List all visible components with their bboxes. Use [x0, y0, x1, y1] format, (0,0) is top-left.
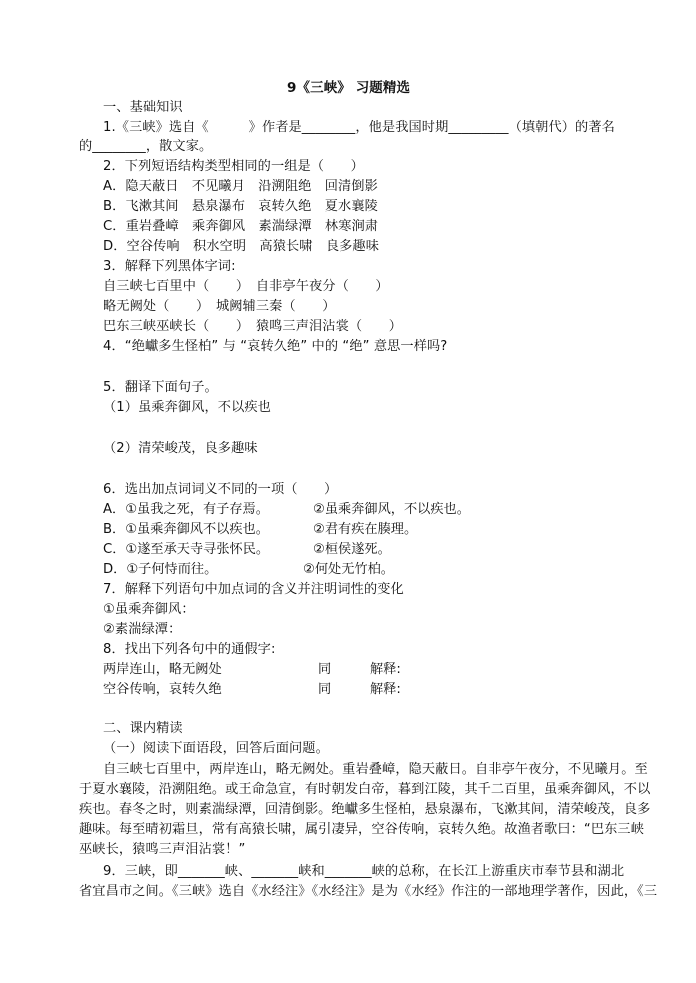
- q6-option-a-right: ②虽乘奔御风，不以疾也。: [313, 502, 470, 517]
- passage-line-5: 巫峡长，猿鸣三声泪沾裳！”: [79, 842, 246, 857]
- q6-option-a-left: A．①虽我之死，有子存焉。: [103, 502, 269, 517]
- q5-item1: （1）虽乘奔御风，不以疾也: [103, 400, 271, 415]
- page-title: 9《三峡》 习题精选: [287, 80, 411, 96]
- q6-option-b-right: ②君有疾在腠理。: [313, 522, 418, 537]
- passage-line-2: 于夏水襄陵，沿溯阻绝。或王命急宣，有时朝发白帝，暮到江陵，其千二百里，虽乘奔御风，不以: [79, 782, 651, 797]
- section1-heading: 一、基础知识: [103, 100, 183, 115]
- q3-question: 3．解释下列黑体字词:: [103, 259, 236, 274]
- q8-row2-text: 空谷传响，哀转久绝: [103, 682, 222, 697]
- q9-line1: 9．三峡，即_______峡、_______峡和_______峡的总称，在长江上游重庆市奉节县和湖北: [103, 864, 625, 879]
- q8-row1-jieshi: 解释:: [370, 662, 401, 677]
- q6-option-d-right: ②何处无竹柏。: [303, 562, 394, 577]
- q8-row1-tong: 同: [318, 662, 332, 677]
- passage-line-4: 趣味。每至晴初霜旦，常有高猿长啸，属引凄异，空谷传响，哀转久绝。故渔者歌曰：“巴东三峡: [79, 822, 645, 837]
- q1-line2: 的________，散文家。: [79, 139, 213, 154]
- q6-question: 6．选出加点词词义不同的一项（ ）: [103, 482, 338, 497]
- q3-row3: 巴东三峡巫峡长（ ） 猿鸣三声泪沾裳（ ）: [103, 319, 403, 334]
- q6-option-b-left: B．①虽乘奔御风不以疾也。: [103, 522, 269, 537]
- q7-item2: ②素湍绿潭：: [103, 622, 182, 637]
- q5-question: 5．翻译下面句子。: [103, 380, 218, 395]
- q6-option-c-left: C．①遂至承天寺寻张怀民。: [103, 542, 270, 557]
- q8-row2-jieshi: 解释:: [370, 682, 401, 697]
- q2-option-d: D．空谷传响 积水空明 高猿长啸 良多趣味: [103, 239, 380, 254]
- q8-question: 8．找出下列各句中的通假字:: [103, 642, 276, 657]
- q8-row1-text: 两岸连山，略无阙处: [103, 662, 222, 677]
- q7-question: 7．解释下列语句中加点词的含义并注明词性的变化: [103, 582, 404, 597]
- passage-line-3: 疾也。春冬之时，则素湍绿潭，回清倒影。绝巘多生怪柏，悬泉瀑布，飞漱其间，清荣峻茂，良多: [79, 802, 651, 817]
- q6-option-d-left: D．①子何恃而往。: [103, 562, 218, 577]
- q9-line2: 省宜昌市之间。《三峡》选自《水经注》《水经注》是为《水经》作注的一部地理学著作，因此，《三: [79, 884, 658, 899]
- section2-heading: 二、课内精读: [103, 721, 183, 736]
- q2-option-b: B．飞漱其间 悬泉瀑布 哀转久绝 夏水襄陵: [103, 199, 378, 214]
- q5-item2: （2）清荣峻茂，良多趣味: [103, 441, 258, 456]
- q3-row1: 自三峡七百里中（ ） 自非亭午夜分（ ）: [103, 279, 389, 294]
- q2-question: 2．下列短语结构类型相同的一组是（ ）: [103, 159, 364, 174]
- q7-item1: ①虽乘奔御风：: [103, 602, 195, 617]
- q1-line1: 1.《三峡》选自《 》作者是________，他是我国时期_________（填朝代）的著名: [103, 120, 615, 135]
- q2-option-a: A．隐天蔽日 不见曦月 沿溯阻绝 回清倒影: [103, 179, 378, 194]
- q2-option-c: C．重岩叠嶂 乘奔御风 素湍绿潭 林寒涧肃: [103, 219, 379, 234]
- q4-question: 4．“绝巘多生怪柏” 与 “哀转久绝” 中的 “绝” 意思一样吗?: [103, 339, 448, 354]
- passage-line-1: 自三峡七百里中，两岸连山，略无阙处。重岩叠嶂，隐天蔽日。自非亭午夜分，不见曦月。至: [103, 762, 648, 777]
- section2-sub1: （一）阅读下面语段，回答后面问题。: [103, 741, 329, 756]
- q8-row2-tong: 同: [318, 682, 332, 697]
- q6-option-c-right: ②桓侯遂死。: [313, 542, 391, 557]
- q3-row2: 略无阙处（ ） 城阙辅三秦（ ）: [103, 299, 336, 314]
